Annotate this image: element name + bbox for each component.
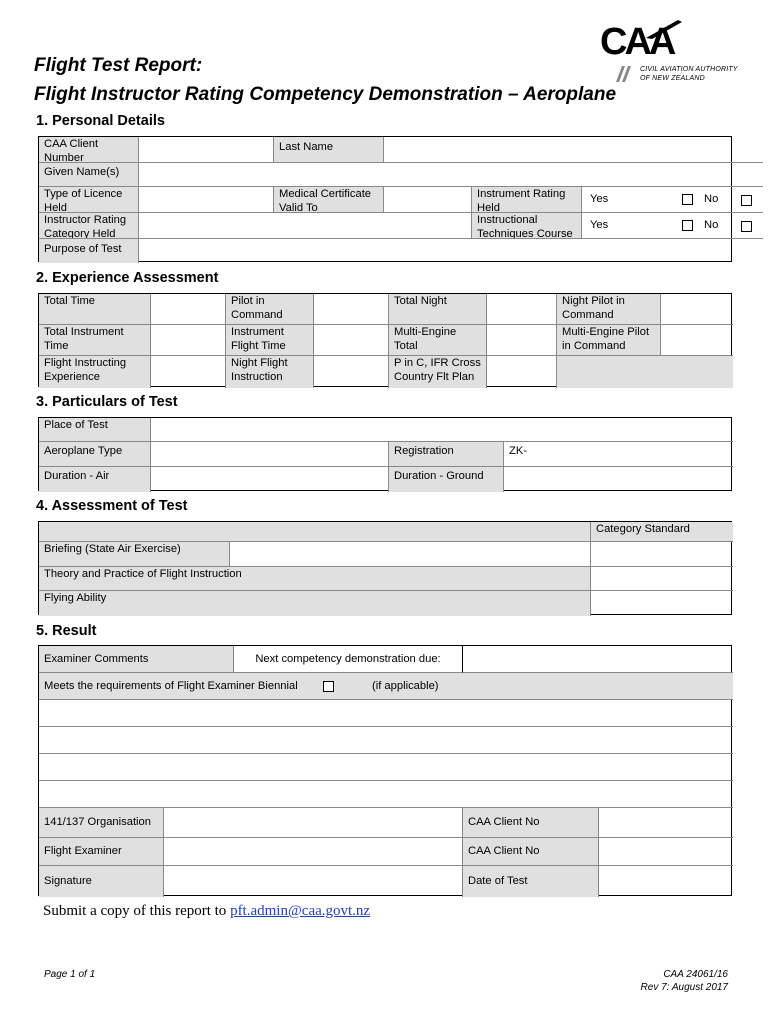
techniques-no-cell	[729, 213, 763, 239]
biennial-checkbox-cell	[317, 673, 367, 700]
flying-label: Flying Ability	[39, 591, 591, 616]
section-experience: 2. Experience Assessment	[36, 270, 219, 286]
briefing-standard-field[interactable]	[591, 542, 733, 567]
examiner-client-no-label: CAA Client No	[463, 838, 599, 866]
section-assessment: 4. Assessment of Test	[36, 498, 188, 514]
submit-text: Submit a copy of this report to	[43, 903, 231, 919]
instrument-yes-cell	[582, 187, 699, 213]
instrument-yes-checkbox[interactable]	[682, 194, 693, 205]
night-pic-field[interactable]	[661, 294, 733, 325]
logo-text: CAA	[600, 21, 674, 63]
total-night-field[interactable]	[487, 294, 557, 325]
logo-sub-1: CIVIL AVIATION AUTHORITY	[640, 66, 738, 73]
total-instrument-label: Total Instrument Time	[39, 325, 151, 356]
org-client-no-label: CAA Client No	[463, 808, 599, 838]
total-time-label: Total Time	[39, 294, 151, 325]
given-names-label: Given Name(s)	[39, 163, 139, 187]
client-number-label: CAA Client Number	[39, 137, 139, 163]
org-client-no-field[interactable]	[599, 808, 733, 838]
purpose-field[interactable]	[139, 239, 763, 263]
purpose-label: Purpose of Test	[39, 239, 139, 263]
given-names-field[interactable]	[139, 163, 763, 187]
submit-email-link[interactable]: pft.admin@caa.govt.nz	[230, 903, 371, 919]
techniques-yes-cell	[582, 213, 699, 239]
registration-label: Registration	[389, 442, 504, 467]
comments-line-4[interactable]	[39, 781, 733, 808]
particulars-table	[38, 417, 732, 491]
signature-label: Signature	[39, 866, 164, 897]
category-standard-header: Category Standard	[591, 522, 733, 542]
registration-field[interactable]: ZK-	[504, 442, 733, 467]
medical-label: Medical Certificate Valid To	[274, 187, 384, 213]
biennial-label: Meets the requirements of Flight Examiner Biennial	[39, 673, 317, 700]
form-id: CAA 24061/16	[663, 969, 728, 980]
flying-standard-field[interactable]	[591, 591, 733, 616]
techniques-yes-checkbox[interactable]	[682, 220, 693, 231]
duration-air-label: Duration - Air	[39, 467, 151, 492]
submit-instruction	[43, 903, 370, 920]
last-name-label: Last Name	[274, 137, 384, 163]
multi-engine-field[interactable]	[487, 325, 557, 356]
form-number	[641, 968, 728, 994]
instrument-flight-field[interactable]	[314, 325, 389, 356]
section-particulars: 3. Particulars of Test	[36, 394, 178, 410]
report-title: Flight Test Report:	[34, 55, 203, 76]
night-instruction-label: Night Flight Instruction	[226, 356, 314, 388]
report-subtitle: Flight Instructor Rating Competency Demonstration – Aeroplane	[34, 84, 617, 105]
briefing-field[interactable]	[230, 542, 591, 567]
experience-table	[38, 293, 732, 387]
instructor-category-label: Instructor Rating Category Held	[39, 213, 139, 239]
pic-label: Pilot in Command	[226, 294, 314, 325]
theory-standard-field[interactable]	[591, 567, 733, 591]
total-instrument-field[interactable]	[151, 325, 226, 356]
night-instruction-field[interactable]	[314, 356, 389, 388]
pic-ifr-label: P in C, IFR Cross Country Flt Plan	[389, 356, 487, 388]
comments-line-3[interactable]	[39, 754, 733, 781]
techniques-yes-label: Yes	[590, 218, 609, 231]
pic-field[interactable]	[314, 294, 389, 325]
section-personal-details: 1. Personal Details	[36, 113, 165, 129]
page-number: Page 1 of 1	[44, 969, 96, 980]
instrument-flight-label: Instrument Flight Time	[226, 325, 314, 356]
duration-ground-field[interactable]	[504, 467, 733, 492]
pic-ifr-field[interactable]	[487, 356, 557, 388]
multi-engine-pic-field[interactable]	[661, 325, 733, 356]
date-of-test-label: Date of Test	[463, 866, 599, 897]
instrument-rating-label: Instrument Rating Held	[472, 187, 582, 213]
section-result: 5. Result	[36, 623, 97, 639]
medical-field[interactable]	[384, 187, 472, 213]
flight-instructing-label: Flight Instructing Experience	[39, 356, 151, 388]
form-revision: Rev 7: August 2017	[640, 982, 728, 993]
organisation-label: 141/137 Organisation	[39, 808, 164, 838]
instrument-yes-label: Yes	[590, 192, 609, 205]
flight-instructing-field[interactable]	[151, 356, 226, 388]
assessment-header-blank	[39, 522, 591, 542]
if-applicable-label: (if applicable)	[367, 673, 733, 700]
examiner-comments-label: Examiner Comments	[39, 646, 234, 673]
multi-engine-label: Multi-Engine Total	[389, 325, 487, 356]
caa-logo	[600, 18, 745, 84]
instrument-no-label: No	[699, 187, 729, 213]
duration-air-field[interactable]	[151, 467, 389, 492]
total-night-label: Total Night	[389, 294, 487, 325]
aeroplane-type-label: Aeroplane Type	[39, 442, 151, 467]
flight-examiner-field[interactable]	[164, 838, 463, 866]
next-due-label: Next competency demonstration due:	[234, 646, 463, 673]
techniques-course-label: Instructional Techniques Course	[472, 213, 582, 239]
examiner-client-no-field[interactable]	[599, 838, 733, 866]
techniques-no-checkbox[interactable]	[741, 221, 752, 232]
biennial-checkbox[interactable]	[323, 681, 334, 692]
licence-type-label: Type of Licence Held	[39, 187, 139, 213]
assessment-table	[38, 521, 732, 615]
result-table	[38, 645, 732, 896]
experience-blank-cell	[557, 356, 733, 388]
instrument-no-cell	[729, 187, 763, 213]
instructor-category-field[interactable]	[139, 213, 472, 239]
organisation-field[interactable]	[164, 808, 463, 838]
signature-field[interactable]	[164, 866, 463, 897]
date-of-test-field[interactable]	[599, 866, 733, 897]
flight-examiner-label: Flight Examiner	[39, 838, 164, 866]
logo-stripes-icon	[616, 66, 638, 82]
instrument-no-checkbox[interactable]	[741, 195, 752, 206]
multi-engine-pic-label: Multi-Engine Pilot in Command	[557, 325, 661, 356]
techniques-no-label: No	[699, 213, 729, 239]
client-number-field[interactable]	[139, 137, 274, 163]
night-pic-label: Night Pilot in Command	[557, 294, 661, 325]
place-field[interactable]	[151, 418, 733, 442]
logo-sub-2: OF NEW ZEALAND	[640, 75, 705, 82]
place-label: Place of Test	[39, 418, 151, 442]
briefing-label: Briefing (State Air Exercise)	[39, 542, 230, 567]
total-time-field[interactable]	[151, 294, 226, 325]
comments-line-2[interactable]	[39, 727, 733, 754]
comments-line-1[interactable]	[39, 700, 733, 727]
personal-details-table	[38, 136, 732, 262]
duration-ground-label: Duration - Ground	[389, 467, 504, 492]
next-due-field[interactable]	[463, 646, 733, 673]
aeroplane-type-field[interactable]	[151, 442, 389, 467]
licence-type-field[interactable]	[139, 187, 274, 213]
last-name-field[interactable]	[384, 137, 763, 163]
theory-label: Theory and Practice of Flight Instruction	[39, 567, 591, 591]
